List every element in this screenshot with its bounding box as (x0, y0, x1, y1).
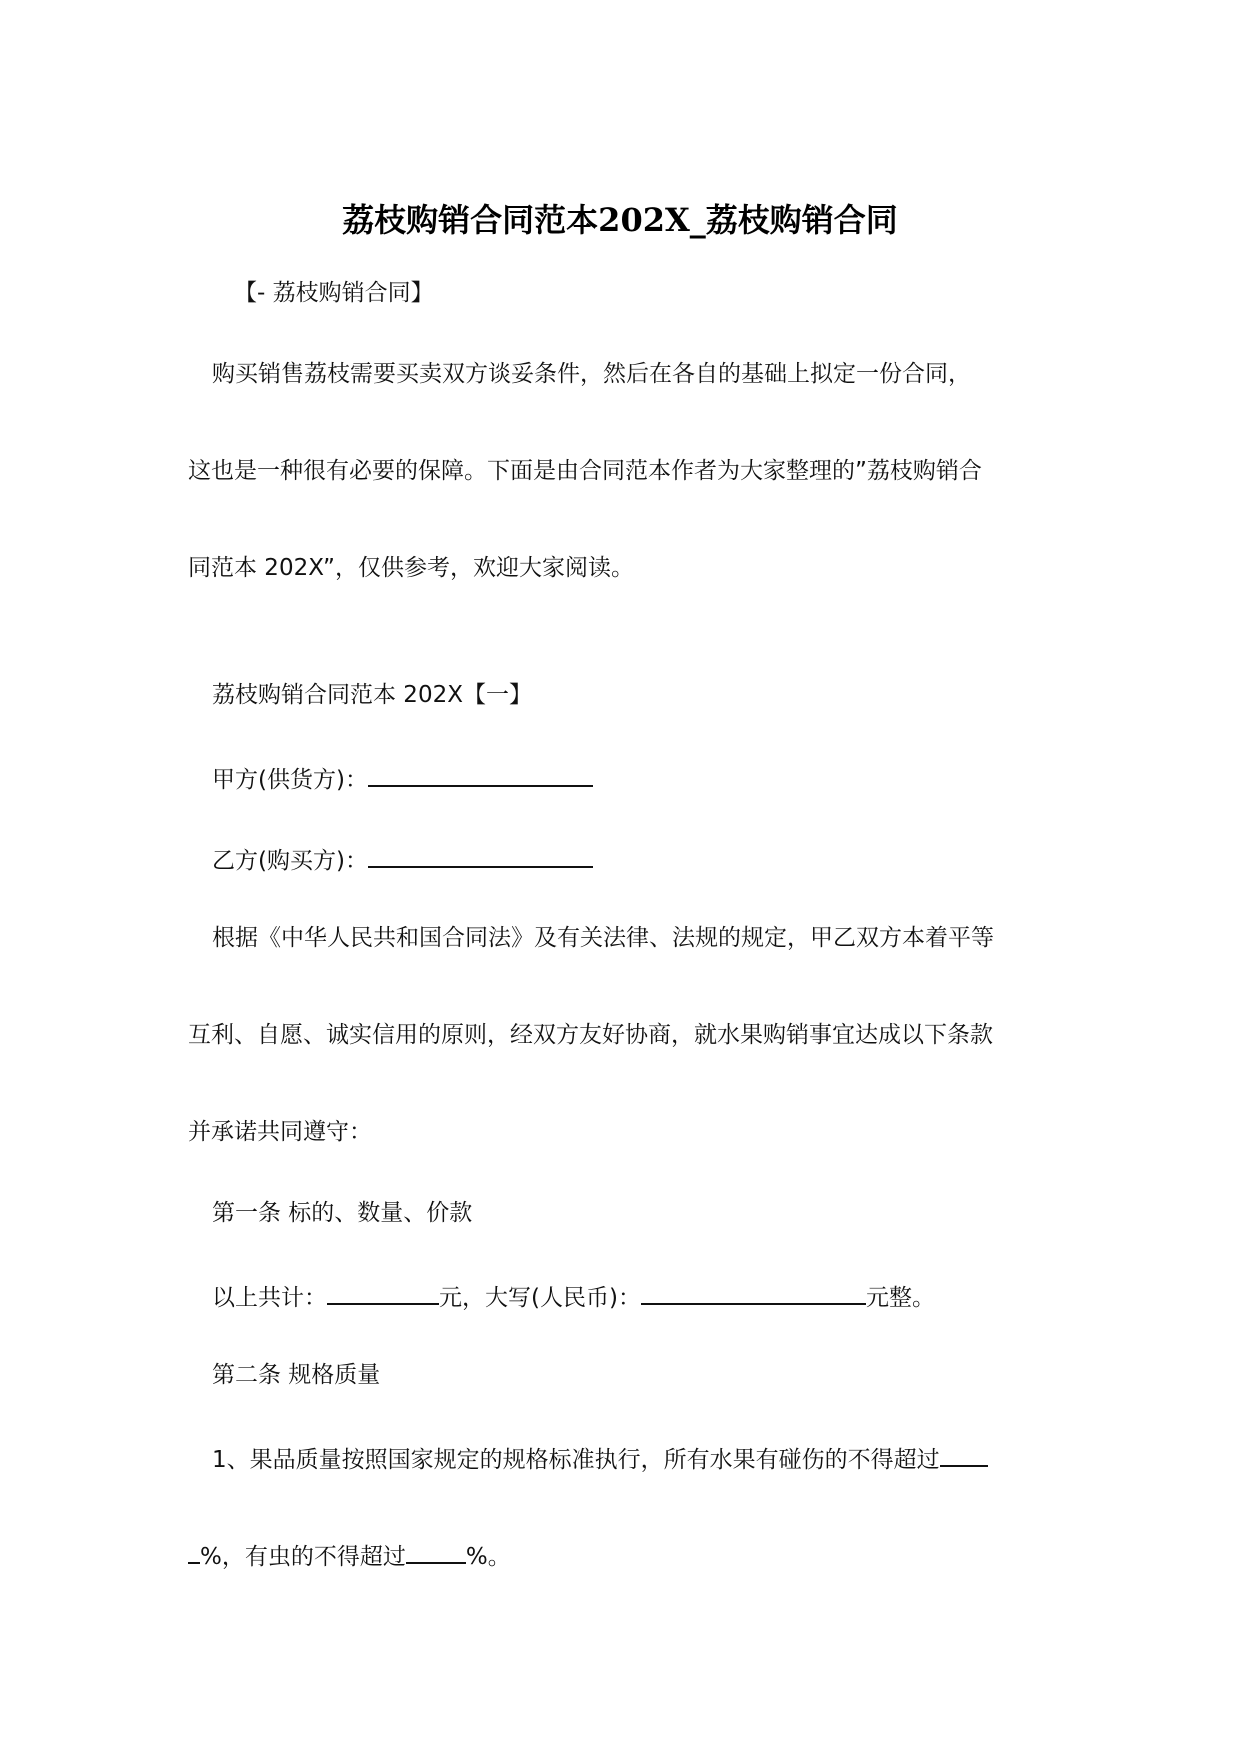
intro-line-1: 购买销售荔枝需要买卖双方谈妥条件，然后在各自的基础上拟定一份合同， (212, 361, 971, 387)
bruise-percent-blank-a (940, 1441, 988, 1467)
total-mid: 元，大写(人民币)： (439, 1285, 641, 1311)
insect-percent-blank (406, 1538, 466, 1564)
total-amount-blank (327, 1279, 439, 1305)
party-a-row (212, 761, 593, 795)
total-uppercase-blank (641, 1279, 866, 1305)
document-tag: 【- 荔枝购销合同】 (234, 280, 434, 306)
article-1-title: 第一条 标的、数量、价款 (212, 1200, 473, 1226)
intro-line-3: 同范本 202X”，仅供参考，欢迎大家阅读。 (188, 555, 634, 581)
quality-text-3: %。 (465, 1544, 511, 1570)
party-b-blank (368, 842, 593, 868)
total-prefix: 以上共计： (212, 1285, 327, 1311)
total-row (212, 1279, 935, 1313)
article-2-title: 第二条 规格质量 (212, 1362, 381, 1388)
section-title: 荔枝购销合同范本 202X【一】 (212, 682, 532, 708)
quality-line-1 (212, 1441, 988, 1475)
intro-line-2: 这也是一种很有必要的保障。下面是由合同范本作者为大家整理的”荔枝购销合 (188, 458, 982, 484)
document-title: 荔枝购销合同范本202X_荔枝购销合同 (342, 201, 898, 239)
party-b-label: 乙方(购买方)： (212, 848, 368, 874)
quality-text-1: 1、果品质量按照国家规定的规格标准执行，所有水果有碰伤的不得超过 (212, 1447, 940, 1473)
party-b-row (212, 842, 593, 876)
preamble-line-1: 根据《中华人民共和国合同法》及有关法律、法规的规定，甲乙双方本着平等 (212, 925, 994, 951)
party-a-label: 甲方(供货方)： (212, 767, 368, 793)
preamble-line-2: 互利、自愿、诚实信用的原则，经双方友好协商，就水果购销事宜达成以下条款 (188, 1022, 993, 1048)
quality-text-2: %，有虫的不得超过 (200, 1544, 406, 1570)
total-suffix: 元整。 (865, 1285, 935, 1311)
bruise-percent-blank-b (188, 1538, 200, 1564)
quality-line-2 (188, 1538, 511, 1572)
party-a-blank (368, 761, 593, 787)
preamble-line-3: 并承诺共同遵守： (188, 1119, 372, 1145)
